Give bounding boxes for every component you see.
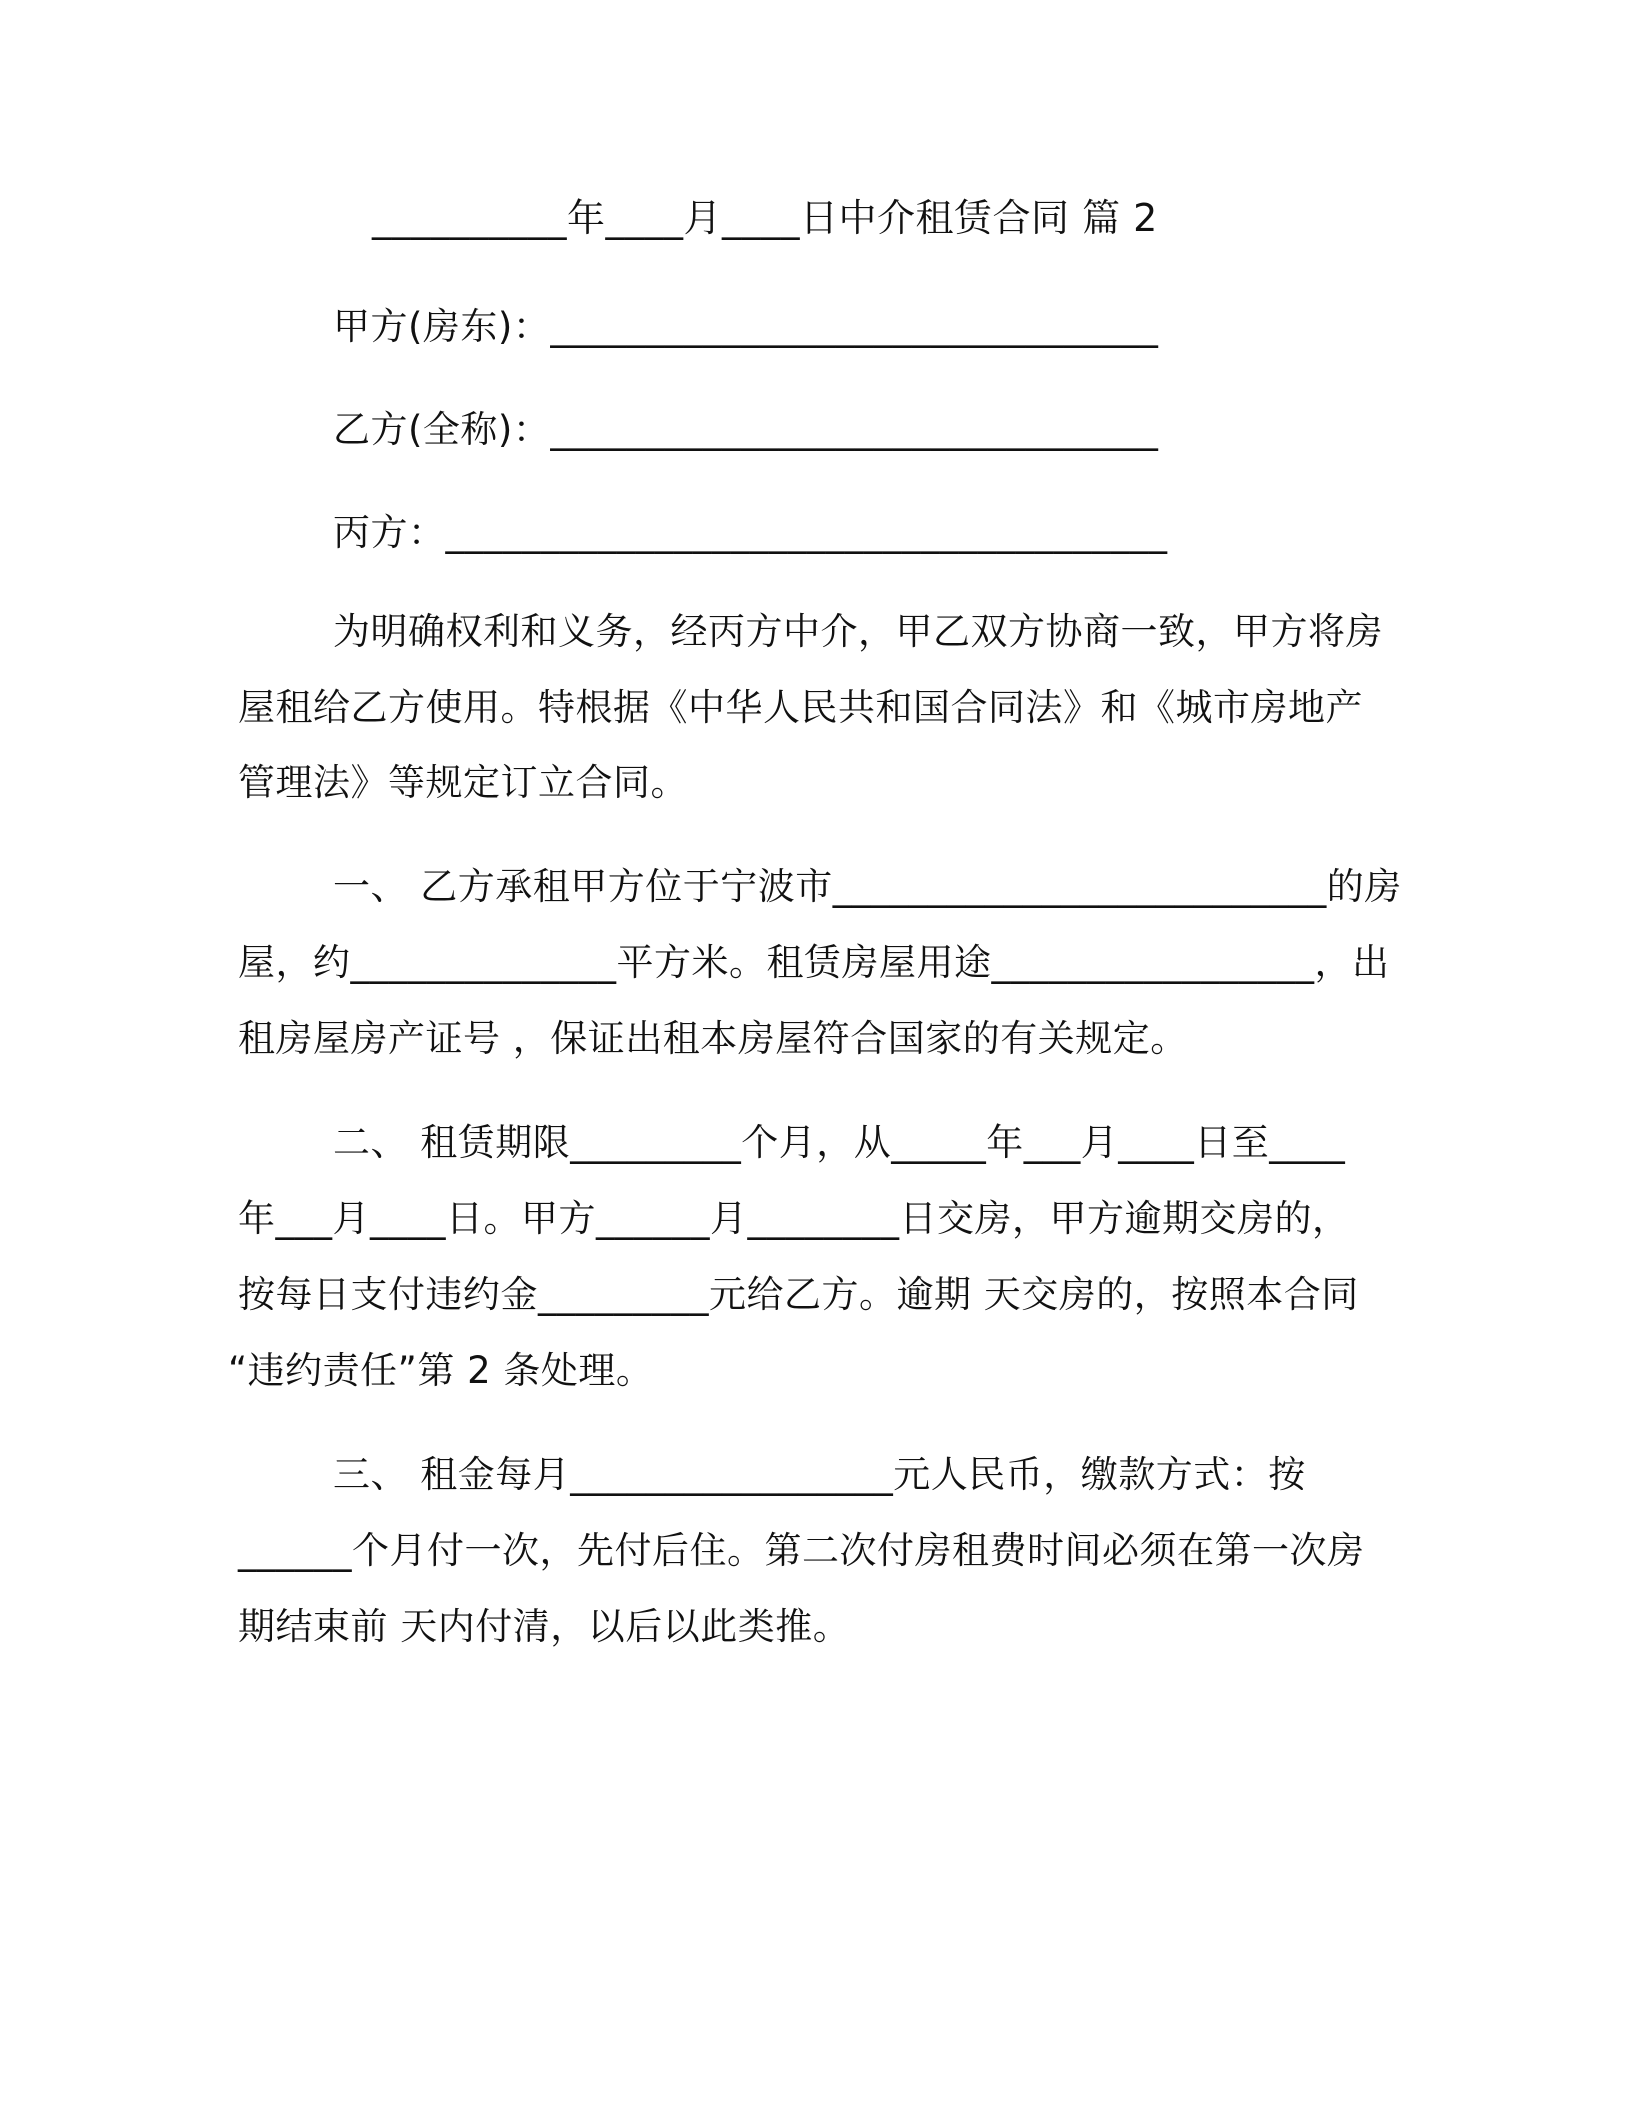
clause-3-line-2: ______个月付一次，先付后住。第二次付房租费时间必须在第一次房	[238, 1529, 1365, 1572]
clause-2-line-3: 按每日支付违约金_________元给乙方。逾期 天交房的，按照本合同	[238, 1273, 1359, 1316]
clause-1-line-2: 屋，约______________平方米。租赁房屋用途_________________，出	[238, 941, 1390, 984]
clause-2-line-2: 年___月____日。甲方______月________日交房，甲方逾期交房的，	[238, 1197, 1350, 1240]
clause-2-line-4: “违约责任”第 2 条处理。	[228, 1349, 654, 1392]
clause-1-line-1: 一、 乙方承租甲方位于宁波市__________________________的房	[333, 865, 1402, 908]
party-a-field: 甲方(房东)：________________________________	[333, 305, 1159, 348]
clause-1-line-3: 租房屋房产证号 ，保证出租本房屋符合国家的有关规定。	[238, 1017, 1188, 1060]
document-title: __________年____月____日中介租赁合同 篇 2	[372, 196, 1158, 240]
clause-3-line-3: 期结束前 天内付清，以后以此类推。	[238, 1605, 851, 1648]
party-c-field: 丙方：______________________________________	[333, 511, 1168, 554]
intro-line-2: 屋租给乙方使用。特根据《中华人民共和国合同法》和《城市房地产	[238, 686, 1363, 729]
intro-line-3: 管理法》等规定订立合同。	[238, 761, 688, 804]
intro-line-1: 为明确权利和义务，经丙方中介，甲乙双方协商一致，甲方将房	[333, 610, 1383, 653]
party-b-field: 乙方(全称)：________________________________	[333, 408, 1159, 451]
clause-2-line-1: 二、 租赁期限_________个月，从_____年___月____日至____	[333, 1121, 1346, 1164]
clause-3-line-1: 三、 租金每月_________________元人民币，缴款方式：按	[333, 1453, 1306, 1496]
